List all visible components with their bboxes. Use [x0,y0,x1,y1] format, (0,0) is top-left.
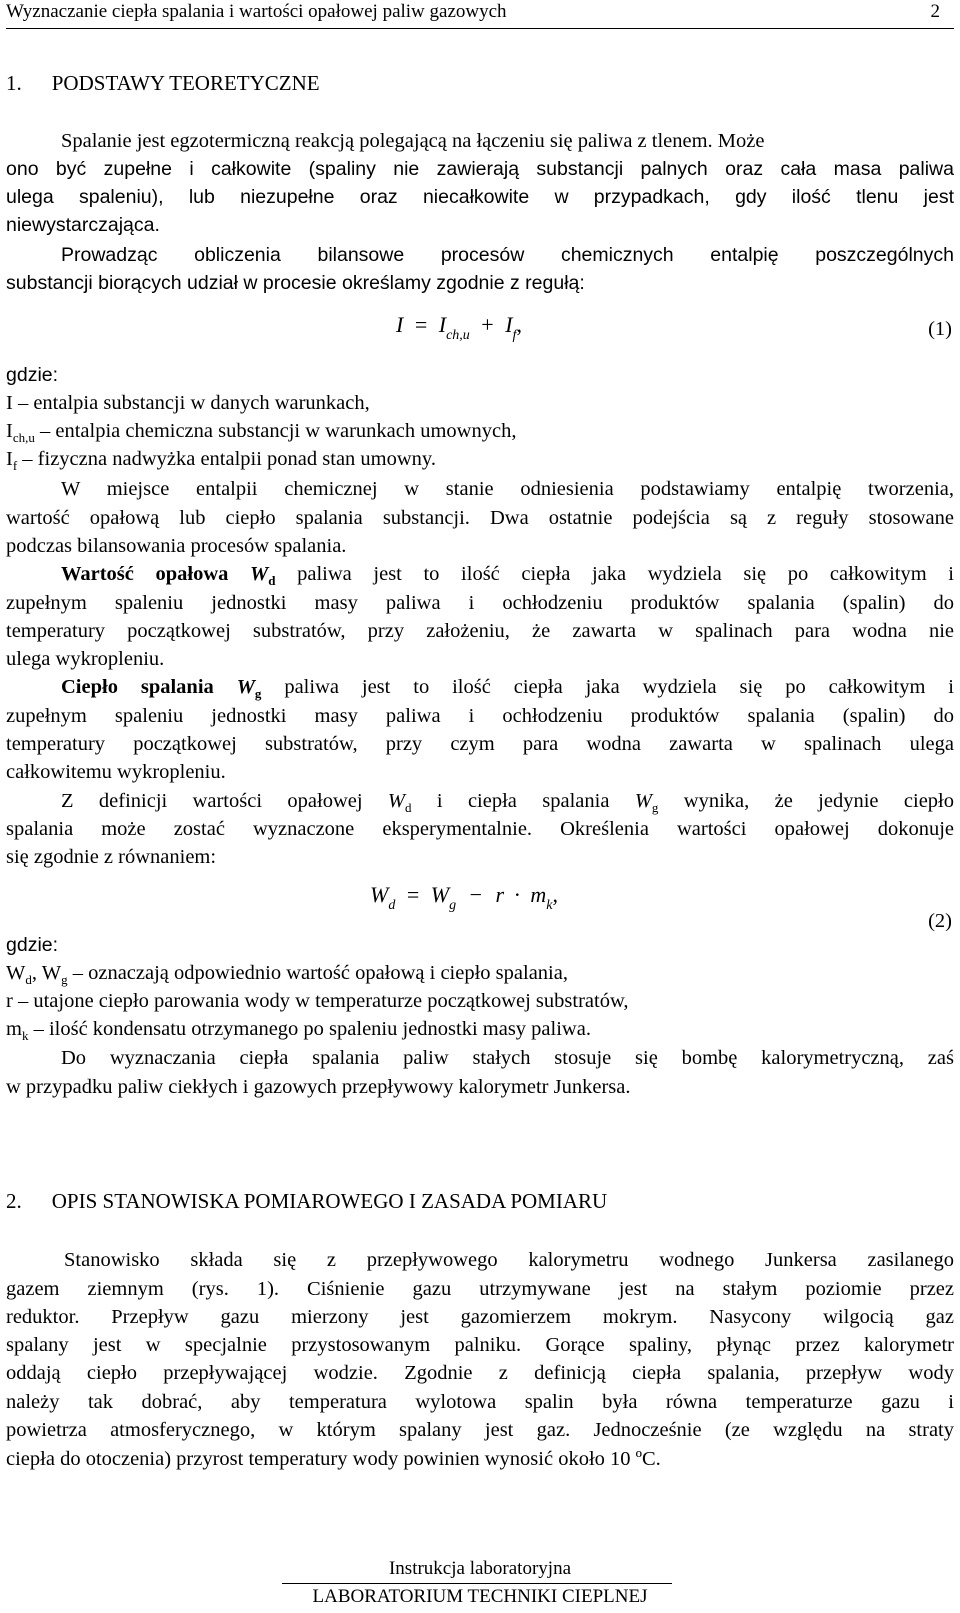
p6-symbol-1-sub: d [405,800,412,815]
section-2-number: 2. [6,1189,22,1213]
p6-part-c: wynika, że jedynie ciepło [658,790,954,812]
p4-line-2: zupełnym spaleniu jednostki masy paliwa i ochłodzeniu produktów spalania (spalin) do [6,592,954,614]
p4-symbol: W [250,563,269,585]
p5-rest: paliwa jest to ilość ciepła jaka wydziela się po całkowitym i [261,676,954,698]
s2-line-3: reduktor. Przepływ gazu mierzony jest gazomierzem mokrym. Nasycony wilgocią gaz [6,1306,954,1328]
p1-line-1: Spalanie jest egzotermiczną reakcją polegającą na łączeniu się paliwa z tlenem. Może [61,130,765,152]
p1-line-2: ono być zupełne i całkowite (spaliny nie zawierają substancji palnych oraz cała masa paliwa [6,158,954,180]
def1-symbol: I [6,392,13,414]
eq2-m: m [530,882,547,907]
eq1-equals: = [414,312,428,337]
section-1-number: 1. [6,71,22,95]
equation-1 [396,312,522,343]
def2-symbol: I [6,420,13,442]
p6-symbol-2-sub: g [651,800,659,815]
eq2-m-sub: k [546,898,553,913]
p4-bold-term: Wartość opałowa [61,563,251,585]
p6-part-a: Z definicji wartości opałowej [61,790,388,812]
p6-part-b: i ciepła spalania [411,790,635,812]
s2-line-5: oddają ciepło przepływającej wodzie. Zgodnie z definicją ciepła spalania, przepływ wody [6,1362,954,1384]
p2-line-2: substancji biorących udział w procesie określamy zgodnie z regułą: [6,272,585,294]
p6-symbol-1: W [387,790,405,812]
eq1-term2: I [505,312,513,337]
section-1-title: PODSTAWY TEORETYCZNE [51,71,320,95]
definition-Wd-Wg [6,960,954,986]
eq2-r: r [495,882,505,907]
p6-symbol-2: W [634,790,652,812]
p4-line-4: ulega wykropleniu. [6,648,165,670]
def4-symbol-2-sub: g [61,972,68,987]
def6-symbol: m [6,1018,22,1040]
eq1-term1: I [438,312,447,337]
s2-line-1: Stanowisko składa się z przepływowego kalorymetru wodnego Junkersa zasilanego [64,1249,954,1271]
def3-text: – fizyczna nadwyżka entalpii ponad stan umowny. [17,448,436,470]
p3-line-2: wartość opałową lub ciepło spalania substancji. Dwa ostatnie podejścia są z reguły stosowane [6,507,954,529]
equation-2 [370,882,558,913]
p6-line-2: spalania może zostać wyznaczone eksperymentalnie. Określenia wartości opałowej dokonuje [6,818,954,840]
page-number: 2 [930,1,940,22]
s2-line-7: powietrza atmosferycznego, w którym spalany jest gaz. Jednocześnie (ze względu na straty [6,1419,954,1441]
p3-line-3: podczas bilansowania procesów spalania. [6,535,347,557]
s2-line-4: spalany jest w specjalnie przystosowanym palniku. Gorące spaliny, płynąc przez kalorymetr [6,1334,954,1356]
s2-line-6: należy tak dobrać, aby temperatura wylotowa spalin była równa temperaturze gazu i [6,1391,954,1413]
def3-sub: f [12,458,18,473]
p5-bold-term: Ciepło spalania [61,676,237,698]
s2-line-2: gazem ziemnym (rys. 1). Ciśnienie gazu utrzymywane jest na stałym poziomie przez [6,1278,954,1300]
def2-sub: ch,u [12,430,35,445]
def2-text: – entalpia chemiczna substancji w warunkach umownych, [34,420,517,442]
eq1-term2-sub: f [512,328,517,343]
p6-line-1 [6,788,954,814]
eq2-comma: , [552,882,558,907]
definition-r: r – utajone ciepło parowania wody w temperaturze początkowej substratów, [6,990,629,1012]
p5-line-4: całkowitemu wykropleniu. [6,761,226,783]
definition-mk [6,1016,954,1042]
p4-sub: d [268,573,276,588]
p4-rest: paliwa jest to ilość ciepła jaka wydziela się po całkowitym i [275,563,954,585]
def4-symbol-1-sub: d [25,972,32,987]
footer-divider [282,1583,672,1584]
p5-line-2: zupełnym spaleniu jednostki masy paliwa i ochłodzeniu produktów spalania (spalin) do [6,705,954,727]
def3-symbol: I [6,448,13,470]
page-header [6,0,954,29]
eq2-term1-sub: g [449,898,457,913]
gdzie-2: gdzie: [6,934,59,956]
def4-text: – oznaczają odpowiednio wartość opałową i ciepło spalania, [67,962,568,984]
p5-sub: g [254,686,262,701]
p1-line-4: niewystarczająca. [6,214,160,236]
definition-If [6,446,954,472]
eq1-lhs: I [396,312,404,337]
eq2-lhs: W [370,882,389,907]
section-1-heading [6,70,954,96]
eq2-term1: W [430,882,450,907]
p5-line-3: temperatury początkowej substratów, przy czym para wodna zawarta w spalinach ulega [6,733,954,755]
def6-text: – ilość kondensatu otrzymanego po spaleniu jednostki masy paliwa. [28,1018,591,1040]
definition-I [6,390,954,416]
p1-line-3: ulega spaleniu), lub niezupełne oraz niecałkowite w przypadkach, gdy ilość tlenu jest [6,186,954,208]
section-2-title: OPIS STANOWISKA POMIAROWEGO I ZASADA POMIARU [51,1189,608,1213]
s2-line-8: ciepła do otoczenia) przyrost temperatury wody powinien wynosić około 10 ºC. [6,1448,661,1470]
p7-line-1: Do wyznaczania ciepła spalania paliw stałych stosuje się bombę kalorymetryczną, zaś [61,1047,954,1069]
p2-line-1: Prowadząc obliczenia bilansowe procesów chemicznych entalpię poszczególnych [61,244,954,266]
eq2-dot: · [513,882,521,907]
p6-line-3: się zgodnie z równaniem: [6,846,217,868]
eq1-comma: , [516,312,522,337]
equation-2-number: (2) [928,910,952,932]
def4-symbol-2: W [41,962,62,984]
section-2-heading [6,1188,954,1214]
footer-line-2: LABORATORIUM TECHNIKI CIEPLNEJ [312,1586,648,1607]
p4-line-1 [6,561,954,587]
eq2-lhs-sub: d [388,898,396,913]
equation-1-number: (1) [928,318,952,340]
definition-Ichu [6,418,954,444]
p3-line-1: W miejsce entalpii chemicznej w stanie odniesienia podstawiamy entalpię tworzenia, [61,478,954,500]
def4-symbol-1: W [6,962,26,984]
def4-separator: , [31,962,42,984]
eq2-minus: − [469,882,482,907]
header-title: Wyznaczanie ciepła spalania i wartości opałowej paliw gazowych [6,1,507,22]
eq1-term1-sub: ch,u [446,328,470,343]
p7-line-2: w przypadku paliw ciekłych i gazowych przepływowy kalorymetr Junkersa. [6,1076,631,1098]
def6-sub: k [21,1028,29,1043]
footer-line-1: Instrukcja laboratoryjna [388,1558,571,1579]
p4-line-3: temperatury początkowej substratów, przy założeniu, że zawarta w spalinach para wodna nie [6,620,954,642]
eq2-equals: = [406,882,420,907]
eq1-plus: + [481,312,494,337]
gdzie-1: gdzie: [6,364,59,386]
p5-symbol: W [236,676,255,698]
def1-text: – entalpia substancji w danych warunkach, [12,392,370,414]
p5-line-1 [6,674,954,700]
